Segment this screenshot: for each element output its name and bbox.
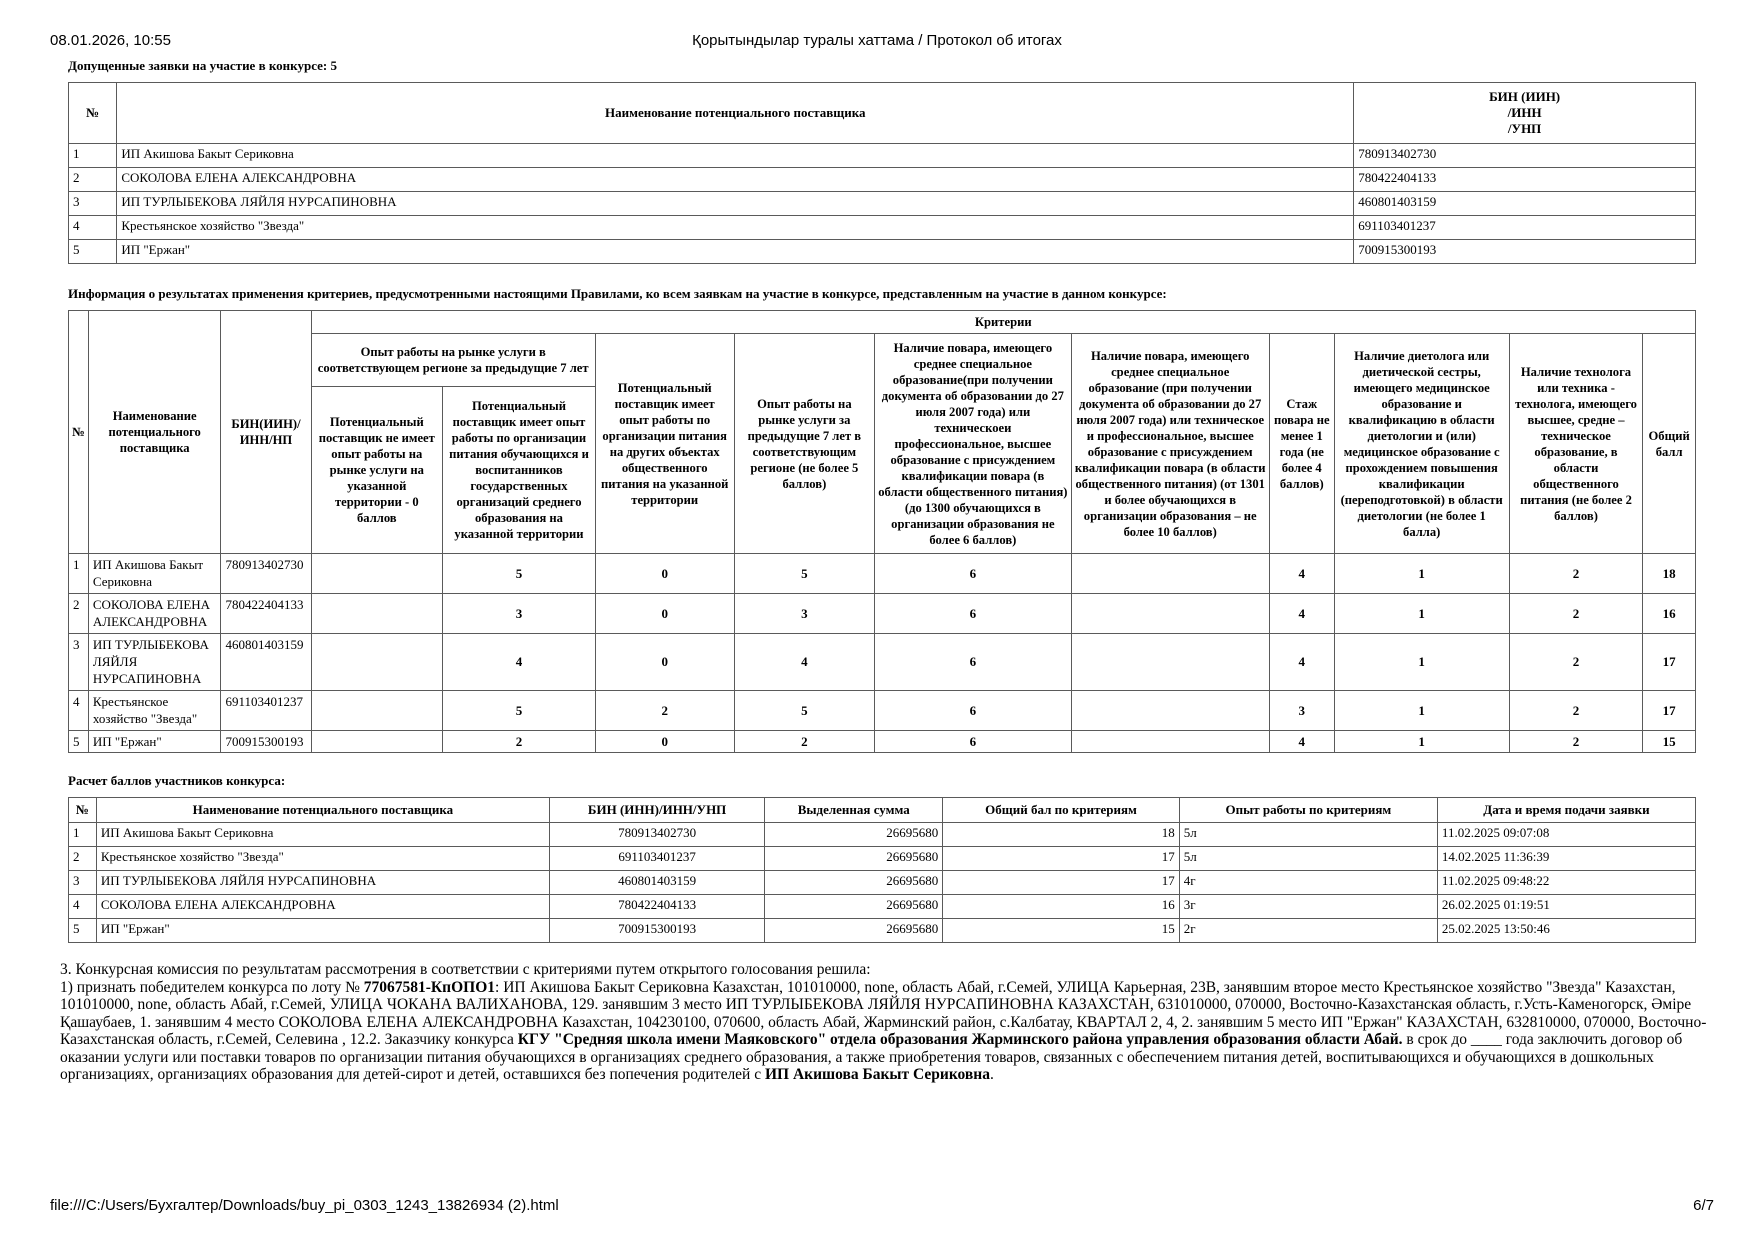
- print-file-path: file:///C:/Users/Бухгалтер/Downloads/buy_pi_0303_1243_13826934 (2).html: [50, 1197, 559, 1214]
- admitted-header-row: [69, 83, 1696, 144]
- admitted-table: [68, 82, 1696, 264]
- criteria-group-header: Критерии: [311, 311, 1695, 334]
- admitted-title: Допущенные заявки на участие в конкурсе: 5: [68, 58, 337, 73]
- table-row: 4 Крестьянское хозяйство "Звезда" 691103401237: [69, 216, 1696, 240]
- criteria-table: [68, 310, 1696, 753]
- col-cook-up-to-1300: Наличие повара, имеющего среднее специальное образование(при получении документа об образовании до 27 июля 2007 года) или техническоеи профессиональное, высшее образование с присуждением квалификации повара (в области общественного питания)(до 1300 обучающихся в организации образования не более 6 баллов): [875, 334, 1071, 554]
- decision-text: [60, 961, 1720, 1084]
- protocol-page: [60, 58, 1707, 1084]
- scores-title: Расчет баллов участников конкурса:: [68, 773, 286, 788]
- col-no: №: [69, 83, 117, 144]
- lot-number: 77067581-КпОПО1: [363, 978, 496, 996]
- print-page-number: 6/7: [1693, 1197, 1714, 1214]
- col-cook-experience: Стаж повара не менее 1 года (не более 4 баллов): [1269, 334, 1334, 554]
- table-row: 5 ИП "Ержан" 700915300193 26695680 15 2г 25.02.2025 13:50:46: [69, 919, 1696, 943]
- col-supplier-name: Наименование потенциального поставщика: [88, 311, 221, 554]
- customer-name: КГУ "Средняя школа имени Маяковского" отдела образования Жарминского района управления образования области Абай.: [517, 1031, 1403, 1048]
- col-other-catering-experience: Потенциальный поставщик имеет опыт работы по организации питания на других объектах общественного питания на указанной территории: [595, 334, 734, 554]
- col-school-catering-experience: Потенциальный поставщик имеет опыт работы по организации питания обучающихся и воспитанников государственных организаций среднего образования на указанной территории: [443, 387, 596, 554]
- table-row: 1 ИП Акишова Бакыт Сериковна 780913402730 26695680 18 5л 11.02.2025 09:07:08: [69, 823, 1696, 847]
- scores-header-row: № Наименование потенциального поставщика БИН (ИНН)/ИНН/УНП Выделенная сумма Общий бал по критериям Опыт работы по критериям Дата и время подачи заявки: [69, 798, 1696, 823]
- table-row: 1 ИП Акишова Бакыт Сериковна 780913402730 5 0 5 6 4 1 2 18: [69, 554, 1696, 594]
- col-no-experience: Потенциальный поставщик не имеет опыт работы на рынке услуги на указанной территории - 0 баллов: [311, 387, 443, 554]
- col-supplier-name: Наименование потенциального поставщика: [117, 83, 1354, 144]
- col-bin: БИН (ИИН) /ИНН /УНП: [1354, 83, 1696, 144]
- table-row: 3 ИП ТУРЛЫБЕКОВА ЛЯЙЛЯ НУРСАПИНОВНА 460801403159 26695680 17 4г 11.02.2025 09:48:22: [69, 871, 1696, 895]
- print-datetime: 08.01.2026, 10:55: [50, 32, 171, 49]
- table-row: 2 СОКОЛОВА ЕЛЕНА АЛЕКСАНДРОВНА 780422404133 3 0 3 6 4 1 2 16: [69, 594, 1696, 634]
- table-row: 2 СОКОЛОВА ЕЛЕНА АЛЕКСАНДРОВНА 780422404133: [69, 168, 1696, 192]
- table-row: 3 ИП ТУРЛЫБЕКОВА ЛЯЙЛЯ НУРСАПИНОВНА 460801403159 4 0 4 6 4 1 2 17: [69, 634, 1696, 691]
- col-total-score: Общий балл: [1643, 334, 1696, 554]
- winner-name: ИП Акишова Бакыт Сериковна: [765, 1066, 990, 1083]
- col-market-experience: Опыт работы на рынке услуги за предыдущие 7 лет в соответствующим регионе (не более 5 баллов): [734, 334, 875, 554]
- table-row: 3 ИП ТУРЛЫБЕКОВА ЛЯЙЛЯ НУРСАПИНОВНА 460801403159: [69, 192, 1696, 216]
- col-dietitian: Наличие диетолога или диетической сестры, имеющего медицинское образование и квалификацию в области диетологии и (или) медицинское образование с прохождением повышения квалификации (переподготовкой) в области диетологии (не более 1 балла): [1334, 334, 1509, 554]
- col-technologist: Наличие технолога или техника - технолога, имеющего высшее, средне – техническое образование, в области общественного питания (не более 2 баллов): [1509, 334, 1643, 554]
- decision-paragraph: 1) признать победителем конкурса по лоту № 77067581-КпОПО1: ИП Акишова Бакыт Сериковна Казахстан, 101010000, none, область Абай, г.Семей, УЛИЦА Карьерная, 23В, занявшим второе место Крестьянское хозяйство "Звезда" Казахстан, 101010000, none, область Абай, г.Семей, УЛИЦА ЧОКАНА ВАЛИХАНОВА, 129. занявшим 3 место ИП ТУРЛЫБЕКОВА ЛЯЙЛЯ НУРСАПИНОВНА КАЗАХСТАН, 631010000, 070000, Восточно-Казахстанская область, г.Усть-Каменогорск, Әміре Қашаубаев, 1. занявшим 4 место СОКОЛОВА ЕЛЕНА АЛЕКСАНДРОВНА Казахстан, 104230100, 070600, область Абай, Жарминский район, с.Калбатау, КВАРТАЛ 2, 4, 2. занявшим 5 место ИП "Ержан" КАЗАХСТАН, 632810000, 070000, Восточно-Казахстанская область, г.Семей, Селевина , 12.2. Заказчику конкурса КГУ "Средняя школа имени Маяковского" отдела образования Жарминского района управления образования области Абай. в срок до ____ года заключить договор об оказании услуги или поставки товаров по организации питания обучающихся в организациях среднего образования, а также приобретения товаров, связанных с обеспечением питания детей, воспитывающихся и обучающихся в дошкольных организациях, организациях образования для детей-сирот и детей, оставшихся без попечения родителей с ИП Акишова Бакыт Сериковна.: [60, 978, 1707, 1083]
- scores-table: [68, 797, 1696, 943]
- col-no: №: [69, 311, 89, 554]
- table-row: 5 ИП "Ержан" 700915300193: [69, 240, 1696, 264]
- experience-group-header: Опыт работы на рынке услуги в соответствующем регионе за предыдущие 7 лет: [311, 334, 595, 387]
- col-bin: БИН(ИИН)/ ИНН/НП: [221, 311, 311, 554]
- criteria-title: Информация о результатах применения критериев, предусмотренными настоящими Правилами, ко всем заявкам на участие в конкурсе, представленным на участие в данном конкурсе:: [68, 286, 1167, 301]
- table-row: 4 Крестьянское хозяйство "Звезда" 691103401237 5 2 5 6 3 1 2 17: [69, 691, 1696, 731]
- table-row: 2 Крестьянское хозяйство "Звезда" 691103401237 26695680 17 5л 14.02.2025 11:36:39: [69, 847, 1696, 871]
- col-cook-from-1301: Наличие повара, имеющего среднее специальное образование (при получении документа об образовании до 27 июля 2007 года) или техническое и профессиональное, высшее образование с присуждением квалификации повара (в области общественного питания) (от 1301 и более обучающихся в организации образования – не более 10 баллов): [1071, 334, 1269, 554]
- decision-intro: 3. Конкурсная комиссия по результатам рассмотрения в соответствии с критериями путем открытого голосования решила:: [60, 961, 871, 978]
- print-page-title: Қорытындылар туралы хаттама / Протокол об итогах: [692, 32, 1062, 49]
- table-row: 5 ИП "Ержан" 700915300193 2 0 2 6 4 1 2 15: [69, 731, 1696, 753]
- table-row: 4 СОКОЛОВА ЕЛЕНА АЛЕКСАНДРОВНА 780422404133 26695680 16 3г 26.02.2025 01:19:51: [69, 895, 1696, 919]
- table-row: 1 ИП Акишова Бакыт Сериковна 780913402730: [69, 144, 1696, 168]
